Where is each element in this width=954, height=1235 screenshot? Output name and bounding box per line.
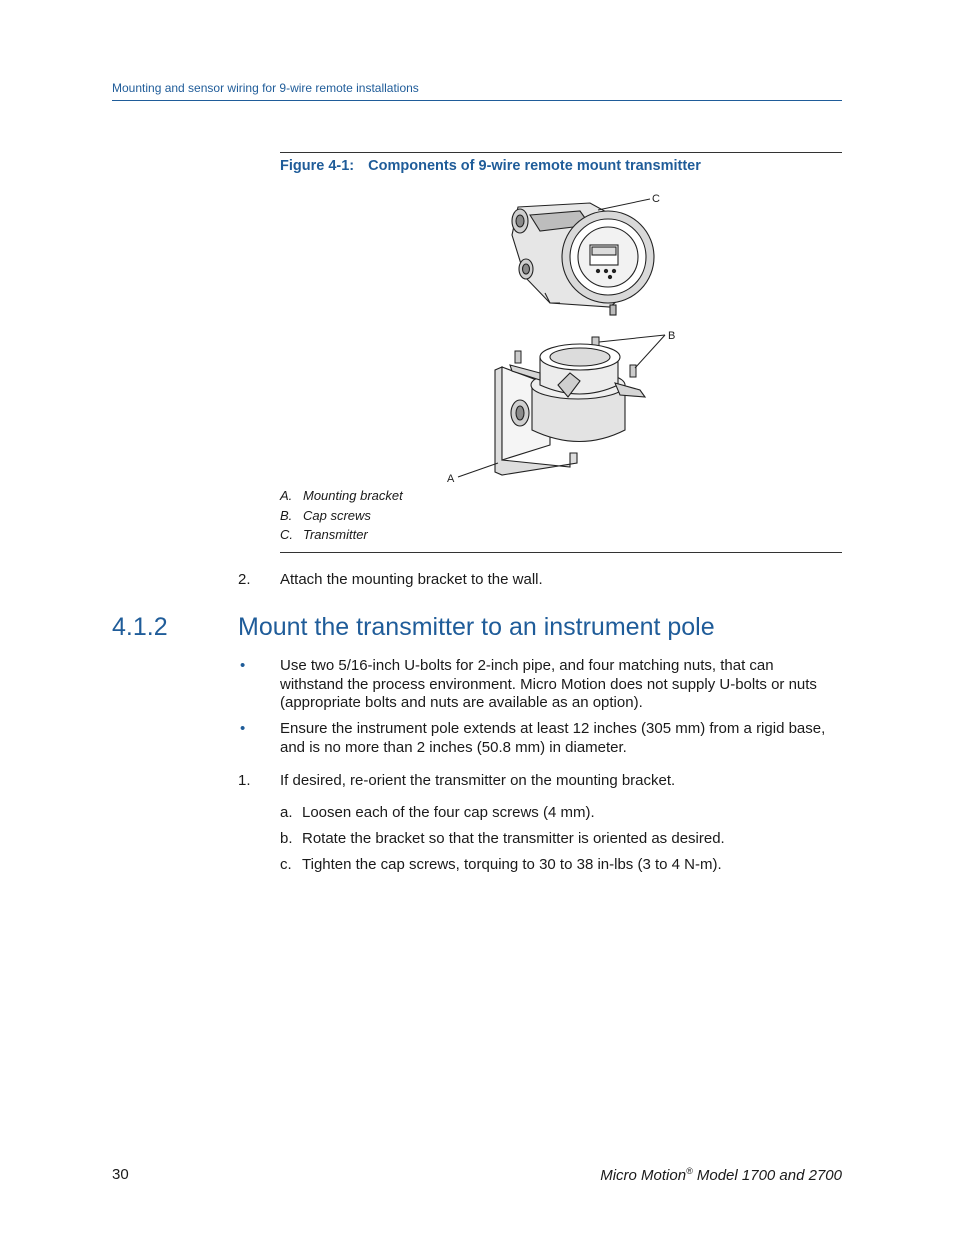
substep-a [280,804,595,821]
figure-title: Components of 9-wire remote mount transmitter [368,158,701,174]
callout-a: A [447,473,455,485]
figure-bottom-rule [280,552,842,553]
bullet-icon: • [240,720,246,737]
step-text: Attach the mounting bracket to the wall. [280,571,543,588]
legend-key: A. [280,488,293,503]
legend-item [280,527,403,547]
legend-key: B. [280,507,293,523]
substep-key: b. [280,830,293,847]
step-text: If desired, re-orient the transmitter on the mounting bracket. [280,772,676,789]
figure-top-rule [280,152,842,153]
substep-text: Rotate the bracket so that the transmitter is oriented as desired. [302,830,725,847]
mounting-bracket-drawing [495,344,645,475]
step-number: 2. [238,571,251,588]
registered-mark: ® [686,1166,693,1176]
legend-item [280,488,403,508]
section-title: Mount the transmitter to an instrument pole [238,613,715,641]
substep-key: a. [280,804,293,821]
substep-text: Tighten the cap screws, torquing to 30 to 38 in-lbs (3 to 4 N-m). [302,856,722,873]
section-number: 4.1.2 [112,613,168,641]
substep-c [280,856,722,873]
bullet-text: Use two 5/16-inch U-bolts for 2-inch pipe, and four matching nuts, that can withstand the process environment. Micro Motion does not supply U-bolts or nuts (appropriate bolts and nuts are available as an option). [280,657,817,711]
figure-number: Figure 4-1: [280,158,355,174]
footer-title [600,1166,842,1184]
page-number: 30 [112,1166,129,1183]
substep-key: c. [280,856,292,873]
callout-c: C [652,193,660,205]
bullet-text: Ensure the instrument pole extends at least 12 inches (305 mm) from a rigid base, and is no more than 2 inches (50.8 mm) in diameter. [280,720,826,756]
legend-key: C. [280,527,293,542]
transmitter-illustration [440,185,690,485]
figure-caption [280,158,701,174]
legend-text: Mounting bracket [303,488,403,503]
section-heading [112,613,715,642]
figure-legend [280,488,403,547]
transmitter-drawing [512,203,654,315]
bullet-icon: • [240,657,246,674]
legend-text: Transmitter [303,527,368,542]
substep-b [280,830,725,847]
header-rule [112,100,842,101]
legend-text: Cap screws [303,507,371,523]
footer-model: Model 1700 and 2700 [692,1167,842,1184]
legend-item [280,508,403,528]
running-header: Mounting and sensor wiring for 9-wire remote installations [112,81,419,95]
callout-b: B [668,330,676,342]
footer-brand: Micro Motion [600,1167,687,1184]
step-number: 1. [238,772,251,789]
substep-text: Loosen each of the four cap screws (4 mm). [302,804,595,821]
